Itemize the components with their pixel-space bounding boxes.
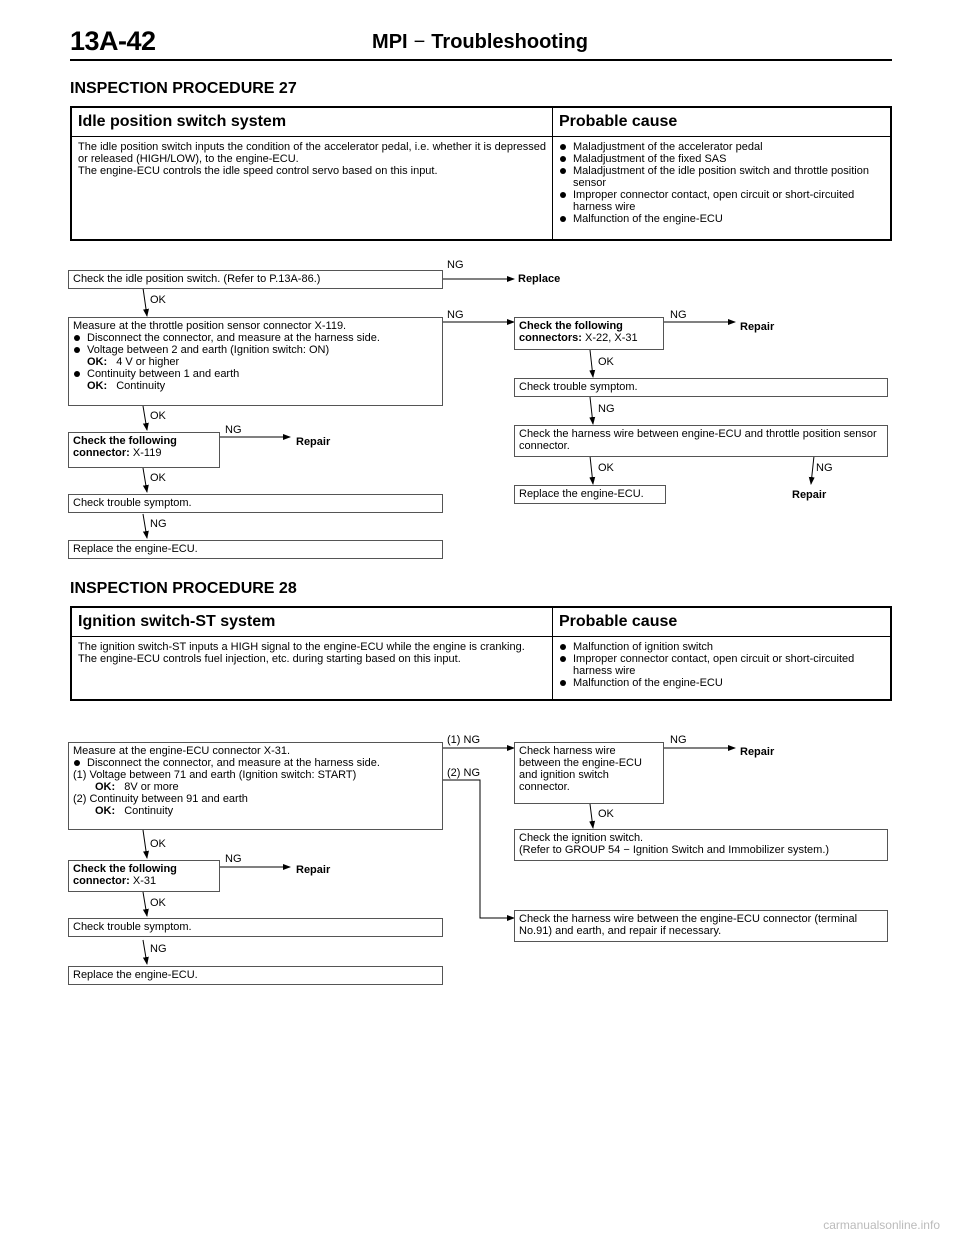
proc28-col2-header: Probable cause <box>553 607 892 637</box>
proc28-table <box>70 606 892 701</box>
flow28-check-harness-terminal91: Check the harness wire between the engine-ECU connector (terminal No.91) and earth, and repair if necessary. <box>514 910 888 942</box>
flow-label-repair: Repair <box>296 436 331 448</box>
flow-label-ng: NG <box>670 309 687 321</box>
flow-label-ng: NG <box>150 518 167 530</box>
cause-item: Maladjustment of the accelerator pedal <box>559 141 884 153</box>
box-line: Measure at the engine-ECU connector X-31. <box>73 745 291 757</box>
flow27-check-idle-switch: Check the idle position switch. (Refer to P.13A-86.) <box>68 270 443 289</box>
title-sub: Troubleshooting <box>431 31 588 53</box>
cause-item: Malfunction of the engine-ECU <box>559 213 884 225</box>
footer-watermark: carmanualsonline.info <box>823 1218 940 1232</box>
box-bullet: Voltage between 2 and earth (Ignition switch: ON) <box>73 344 438 356</box>
proc28-heading: INSPECTION PROCEDURE 28 <box>70 580 297 597</box>
flow-label-ng: NG <box>598 403 615 415</box>
flow-label-ok: OK <box>150 294 166 306</box>
flow-label-ok: OK <box>598 462 614 474</box>
cause-item: Maladjustment of the idle position switch and throttle position sensor <box>559 165 884 189</box>
proc28-causes <box>553 637 892 701</box>
desc-line: The engine-ECU controls the idle speed control servo based on this input. <box>78 165 438 177</box>
flow-label-replace: Replace <box>518 273 561 285</box>
flow-label-ok: OK <box>150 897 166 909</box>
box-ok-line: OK: 4 V or higher <box>87 356 180 368</box>
page-number: 13A-42 <box>70 26 156 56</box>
flow28-check-trouble-symptom: Check trouble symptom. <box>68 918 443 937</box>
box-bullet: Disconnect the connector, and measure at the harness side. <box>73 332 438 344</box>
flow-label-ok: OK <box>150 838 166 850</box>
flow27-right-check-trouble-symptom: Check trouble symptom. <box>514 378 888 397</box>
flow28-check-harness-ecu-ignition: Check harness wire between the engine-ECU and ignition switch connector. <box>514 742 664 804</box>
box-line: (1) Voltage between 71 and earth (Ignition switch: START) <box>73 769 357 781</box>
flow-label-ng: NG <box>670 734 687 746</box>
cause-item: Malfunction of the engine-ECU <box>559 677 884 689</box>
flow-label-ng: NG <box>225 853 242 865</box>
proc27-col1-header: Idle position switch system <box>71 107 553 137</box>
proc28-description <box>71 637 553 701</box>
flow27-right-replace-ecu: Replace the engine-ECU. <box>514 485 666 504</box>
flow-label-repair: Repair <box>296 864 331 876</box>
box-line: (2) Continuity between 91 and earth <box>73 793 248 805</box>
flow27-check-connector-x119: Check the following connector: X-119 <box>68 432 220 468</box>
proc27-col2-header: Probable cause <box>553 107 892 137</box>
flow-label-ok: OK <box>150 410 166 422</box>
box-ok-line: OK: 8V or more <box>95 781 179 793</box>
flow-label-repair: Repair <box>740 746 775 758</box>
flow-label-ng2: (2) NG <box>447 767 480 779</box>
flow-label-ok: OK <box>150 472 166 484</box>
title-main: MPI <box>372 31 408 53</box>
flow-label-ng1: (1) NG <box>447 734 480 746</box>
flow-label-repair: Repair <box>740 321 775 333</box>
title-separator: − <box>413 31 426 53</box>
flow-label-ng: NG <box>447 309 464 321</box>
cause-item: Improper connector contact, open circuit or short-circuited harness wire <box>559 653 884 677</box>
cause-item: Improper connector contact, open circuit or short-circuited harness wire <box>559 189 884 213</box>
flow28-check-connector-x31: Check the following connector: X-31 <box>68 860 220 892</box>
flow28-check-ignition-switch <box>514 829 888 861</box>
box-bullet: Continuity between 1 and earth <box>73 368 438 380</box>
flow-label-repair: Repair <box>792 489 827 501</box>
cause-item: Malfunction of ignition switch <box>559 641 884 653</box>
box-ok-line: OK: Continuity <box>95 805 174 817</box>
flow27-check-trouble-symptom: Check trouble symptom. <box>68 494 443 513</box>
desc-line: The engine-ECU controls fuel injection, etc. during starting based on this input. <box>78 653 461 665</box>
proc27-heading: INSPECTION PROCEDURE 27 <box>70 80 297 97</box>
flow-label-ng: NG <box>816 462 833 474</box>
desc-line: The idle position switch inputs the condition of the accelerator pedal, i.e. whether it is depressed or released (HIGH/LOW), to the engine-ECU. <box>78 141 546 165</box>
flow27-check-harness-wire: Check the harness wire between engine-ECU and throttle position sensor connector. <box>514 425 888 457</box>
flow27-replace-ecu: Replace the engine-ECU. <box>68 540 443 559</box>
proc28-col1-header: Ignition switch-ST system <box>71 607 553 637</box>
desc-line: The ignition switch-ST inputs a HIGH signal to the engine-ECU while the engine is cranking. <box>78 641 525 653</box>
flow-label-ng: NG <box>447 259 464 271</box>
flow27-check-connectors-x22-x31: Check the following connectors: X-22, X-31 <box>514 317 664 350</box>
flow-label-ng: NG <box>225 424 242 436</box>
box-line: Check the ignition switch. <box>519 832 644 844</box>
box-bullet: Disconnect the connector, and measure at the harness side. <box>73 757 438 769</box>
cause-item: Maladjustment of the fixed SAS <box>559 153 884 165</box>
flow-label-ng: NG <box>150 943 167 955</box>
box-ok-line: OK: Continuity <box>87 380 166 392</box>
flow27-measure-tps-connector <box>68 317 443 406</box>
box-line: Measure at the throttle position sensor connector X-119. <box>73 320 347 332</box>
flow28-replace-ecu: Replace the engine-ECU. <box>68 966 443 985</box>
box-line: (Refer to GROUP 54 − Ignition Switch and Immobilizer system.) <box>519 844 830 856</box>
flow-label-ok: OK <box>598 356 614 368</box>
flow28-measure-ecu-connector <box>68 742 443 830</box>
flow-label-ok: OK <box>598 808 614 820</box>
